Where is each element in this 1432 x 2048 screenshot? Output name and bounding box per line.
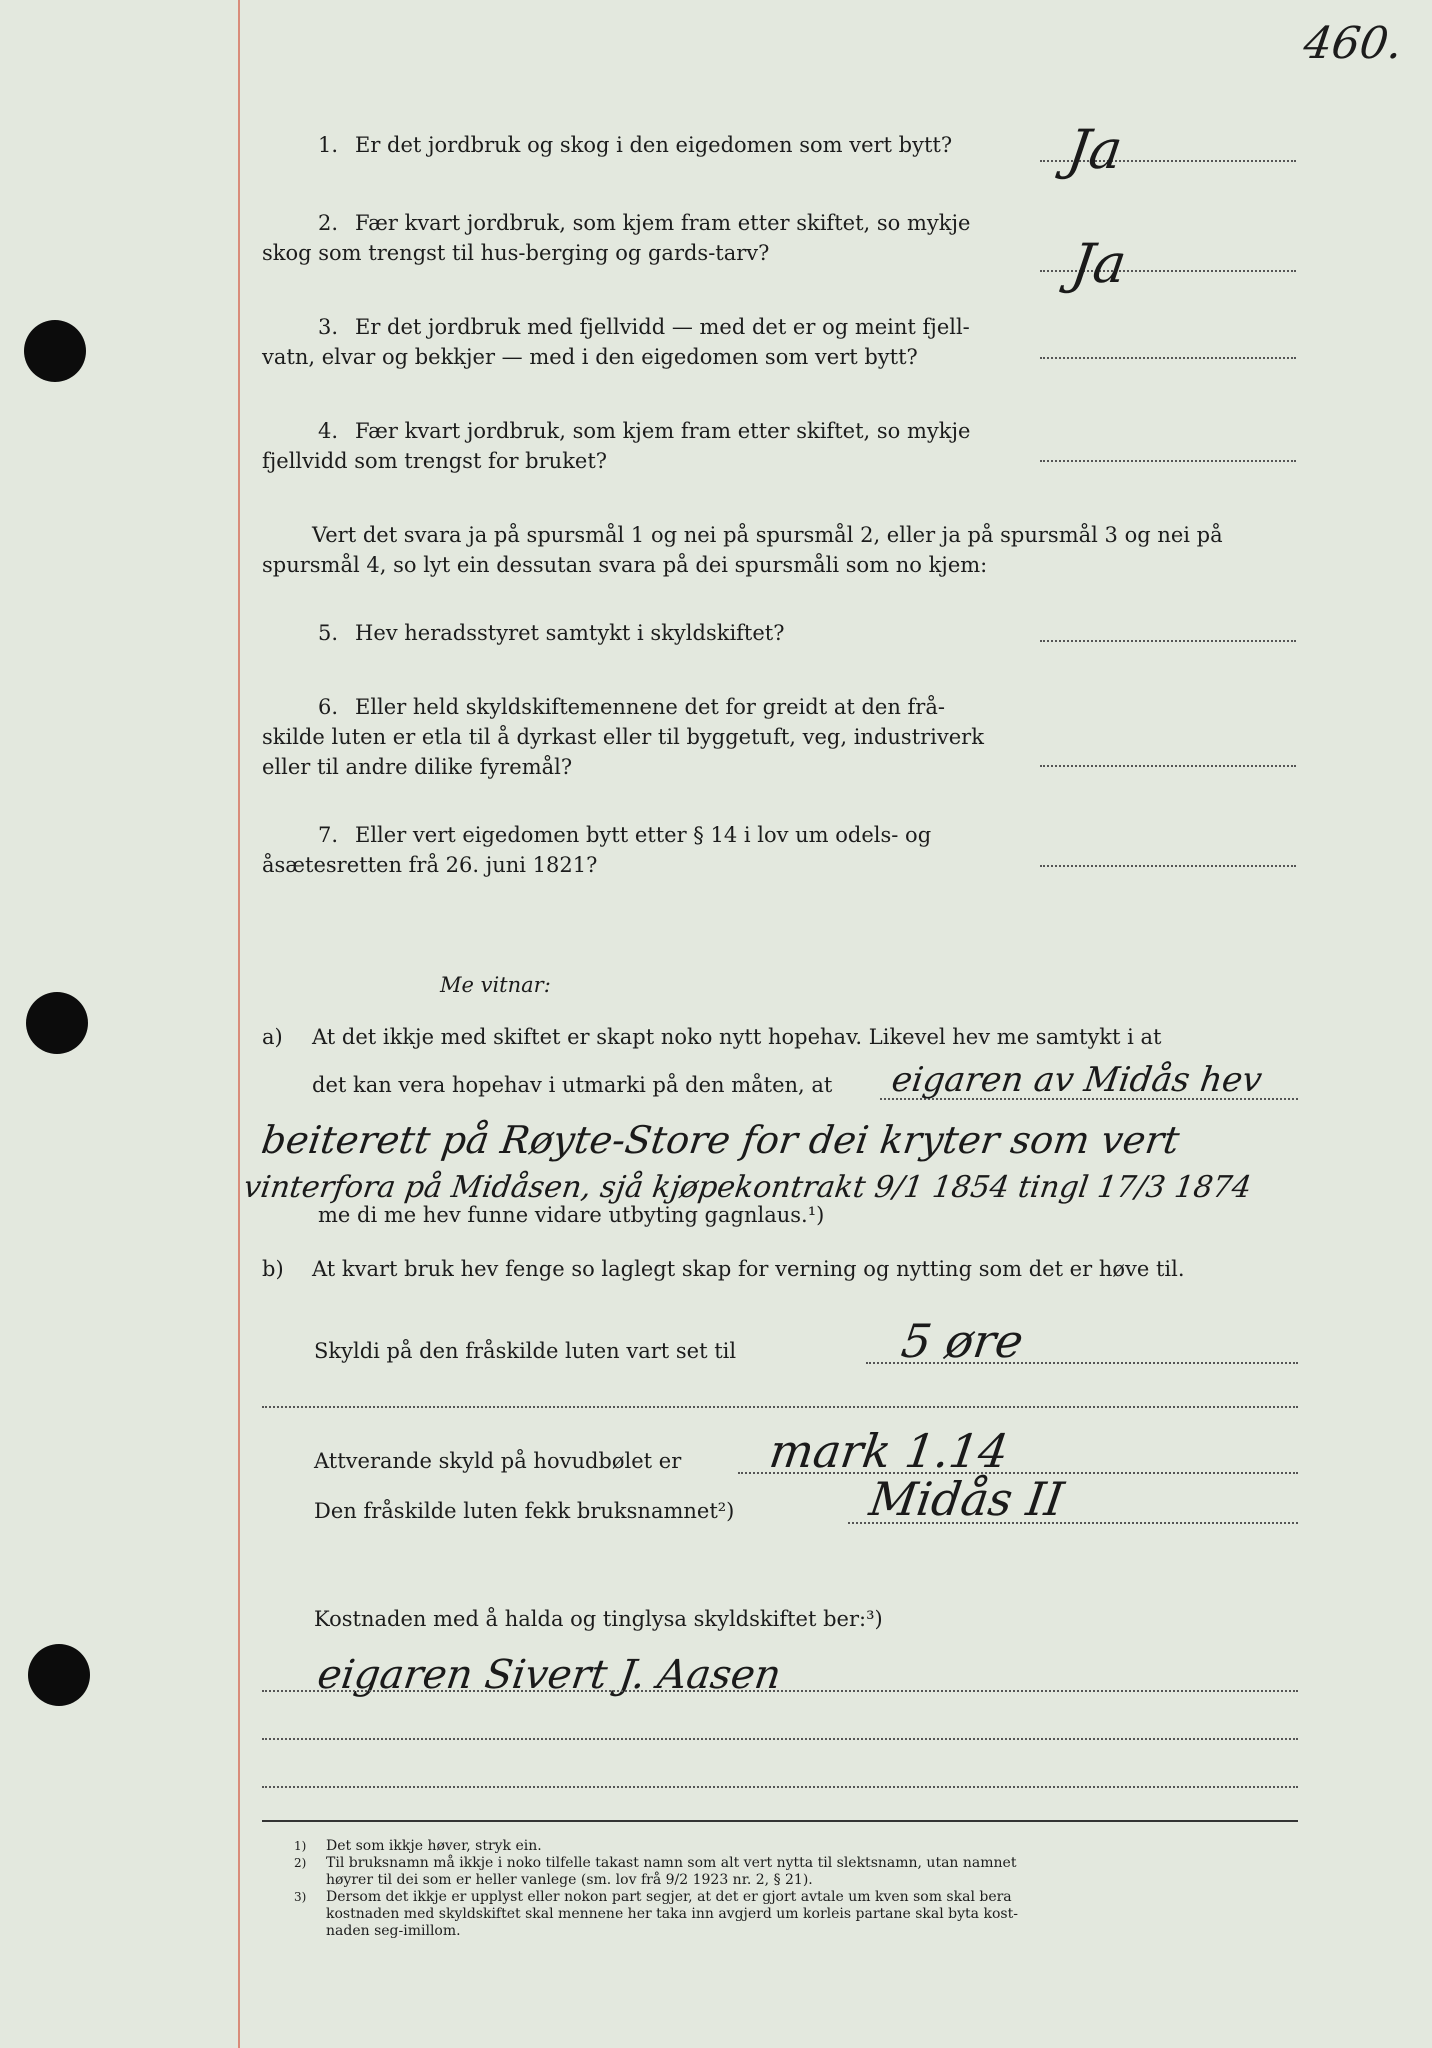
item-b-label: b) [262,1257,284,1281]
question-4-text: fjellvidd som trengst for bruket? [262,449,608,473]
answer-line [1040,640,1296,642]
margin-line [238,0,240,2048]
hovudbol-value: mark 1.14 [766,1424,1012,1478]
handwritten-text: vinterfora på Midåsen, sjå kjøpekontrakt 9/1 1854 tingl 17/3 1874 [241,1170,1254,1205]
witness-heading: Me vitnar: [440,973,551,997]
question-3-number: 3. [318,315,339,339]
footnote-text: naden seg-imillom. [326,1923,461,1939]
question-3-text: Er det jordbruk med fjellvidd — med det er og meint fjell- [355,315,970,339]
answer-line [1040,357,1296,359]
punch-hole [26,992,88,1054]
handwritten-text: beiterett på Røyte-Store for dei kryter som vert [258,1118,1183,1162]
question-5-number: 5. [318,621,339,645]
footnote-text: Til bruksnamn må ikkje i noko tilfelle takast namn som alt vert nytta til slektsnamn, utan namnet [326,1855,1017,1871]
answer-line [1040,865,1296,867]
question-2-text: skog som trengst til hus-berging og gards-tarv? [262,241,770,265]
intro-text: spursmål 4, so lyt ein dessutan svara på dei spursmåli som no kjem: [262,553,988,577]
punch-hole [24,320,86,382]
item-a-text: At det ikkje med skiftet er skapt noko nytt hopehav. Likevel hev me samtykt i at [312,1025,1162,1049]
question-1-answer: Ja [1063,118,1127,181]
footnote-text: kostnaden med skyldskiftet skal mennene her taka inn avgjerd um korleis partane skal byta kost- [326,1906,1018,1922]
footnote-divider [262,1820,1298,1822]
bruksnamn-value: Midås II [866,1472,1068,1526]
question-2-text: Fær kvart jordbruk, som kjem fram etter skiftet, so mykje [355,211,971,235]
question-5-text: Hev heradsstyret samtykt i skyldskiftet? [355,621,785,645]
intro-text: Vert det svara ja på spursmål 1 og nei på spursmål 2, eller ja på spursmål 3 og nei på [312,523,1223,547]
page-number: 460. [1300,18,1406,69]
question-6-text: Eller held skyldskiftemennene det for greidt at den frå- [355,695,945,719]
skyld-value: 5 øre [898,1314,1027,1368]
footnote-mark: 1) [294,1839,307,1853]
blank-line [262,1786,1298,1788]
question-6-text: eller til andre dilike fyremål? [262,755,573,779]
item-a-text: det kan vera hopehav i utmarki på den måten, at [312,1073,833,1097]
blank-line [262,1690,1298,1692]
question-4-text: Fær kvart jordbruk, som kjem fram etter skiftet, so mykje [355,419,971,443]
footnote-text: høyrer til dei som er heller vanlege (sm. lov frå 9/2 1923 nr. 2, § 21). [326,1872,813,1888]
footnote-text: Dersom det ikkje er upplyst eller nokon part segjer, at det er gjort avtale um kven som skal bera [326,1889,1012,1905]
answer-line [1040,765,1296,767]
footnote-mark: 3) [294,1890,307,1904]
kostnad-label: Kostnaden med å halda og tinglysa skyldskiftet ber:³) [314,1607,883,1631]
bruksnamn-label: Den fråskilde luten fekk bruksnamnet²) [314,1499,735,1523]
question-7-number: 7. [318,823,339,847]
hovudbol-label: Attverande skyld på hovudbølet er [314,1449,682,1473]
question-2-answer: Ja [1067,232,1131,295]
item-a-text: me di me hev funne vidare utbyting gagnlaus.¹) [318,1203,825,1227]
question-4-number: 4. [318,419,339,443]
item-b-text: At kvart bruk hev fenge so laglegt skap for verning og nytting som det er høve til. [312,1257,1185,1281]
skyld-label: Skyldi på den fråskilde luten vart set til [314,1339,737,1363]
question-1-text: Er det jordbruk og skog i den eigedomen som vert bytt? [355,133,953,157]
footnote-mark: 2) [294,1856,307,1870]
item-a-label: a) [262,1025,283,1049]
handwritten-text: eigaren av Midås hev [889,1060,1265,1100]
question-1-number: 1. [318,133,339,157]
footnote-text: Det som ikkje høver, stryk ein. [326,1838,542,1854]
question-6-number: 6. [318,695,339,719]
question-2-number: 2. [318,211,339,235]
question-3-text: vatn, elvar og bekkjer — med i den eigedomen som vert bytt? [262,345,918,369]
blank-line [262,1738,1298,1740]
blank-line [262,1406,1298,1408]
question-7-text: åsætesretten frå 26. juni 1821? [262,853,598,877]
kostnad-value: eigaren Sivert J. Aasen [314,1652,784,1698]
question-7-text: Eller vert eigedomen bytt etter § 14 i lov um odels- og [355,823,932,847]
answer-line [1040,460,1296,462]
question-6-text: skilde luten er etla til å dyrkast eller til byggetuft, veg, industriverk [262,725,984,749]
punch-hole [28,1644,90,1706]
